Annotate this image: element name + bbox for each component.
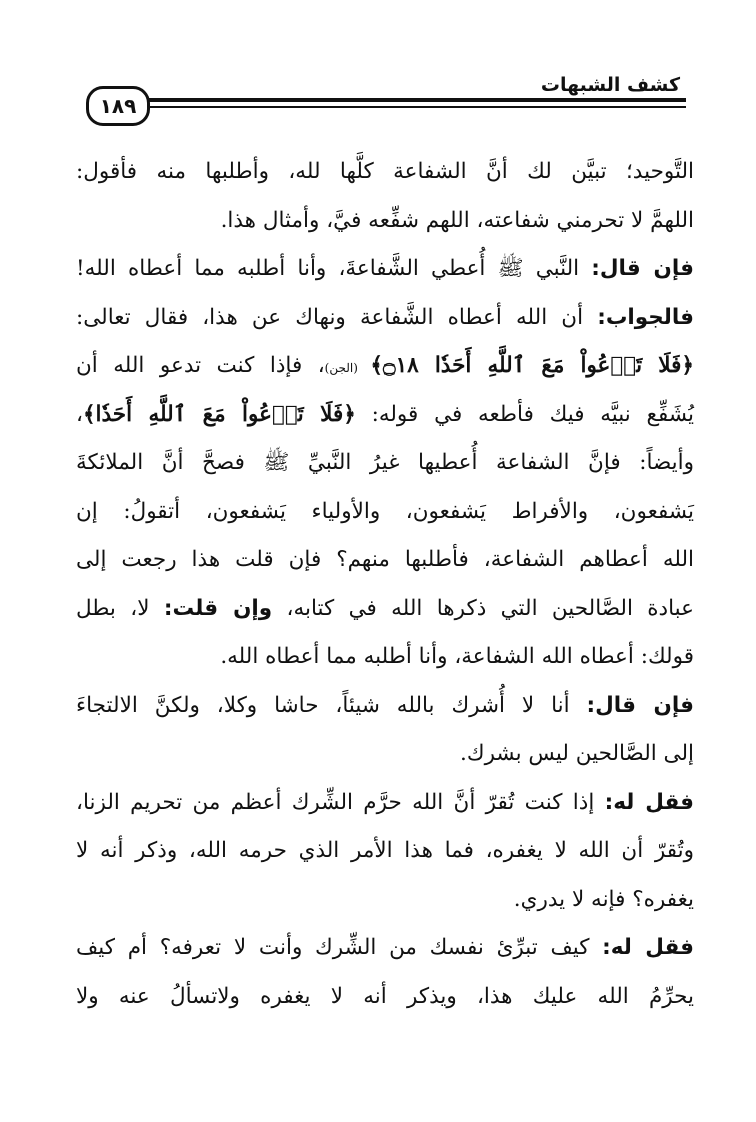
text-line: التَّوحيد؛ تبيَّن لك أنَّ الشفاعة كلَّها لله، وأطلبها منه فأقول: — [76, 159, 694, 184]
line-text: النَّبي ﷺ أُعطي الشَّفاعةَ، وأنا أطلبه مما أعطاه الله! — [76, 256, 592, 281]
line-text: إذا كنت تُقرّ أنَّ الله حرَّم الشِّرك أعظم من تحريم الزنا، — [76, 789, 605, 815]
text-line: وتُقرّ أن الله لا يغفره، فما هذا الأمر الذي حرمه الله، وذكر أنه لا — [76, 838, 694, 863]
keyword-say-to-him: فقل له: — [604, 789, 694, 815]
text-line — [76, 342, 694, 391]
text-line — [76, 924, 694, 973]
page-number: ١٨٩ — [86, 86, 150, 126]
header-rule-thin — [142, 106, 686, 108]
keyword-answer: فالجواب: — [597, 304, 694, 330]
line-text: أنا لا أُشرك بالله شيئاً، حاشا وكلا، ولكنَّ الالتجاءَ — [76, 692, 587, 718]
line-text: لا، بطل — [76, 595, 164, 621]
text-line: إلى الصَّالحين ليس بشرك. — [460, 741, 694, 766]
keyword-if-you-say: وإن قلت: — [163, 595, 273, 621]
quran-verse: ﴿فَلَا تَدۡعُواْ مَعَ ٱللَّهِ أَحَدٗا ۝١٨﴾ — [370, 353, 694, 378]
text-line — [76, 682, 694, 731]
keyword-say-to-him: فقل له: — [602, 935, 695, 960]
running-title: كشف الشبهات — [535, 74, 686, 96]
page-header — [86, 74, 686, 138]
surah-reference: (الجن) — [324, 361, 371, 375]
text-line: يَشفعون، والأفراط يَشفعون، والأولياء يَشفعون، أتقولُ: إن — [76, 498, 694, 524]
text-line — [76, 391, 694, 440]
header-rule — [142, 98, 686, 102]
text-line: يغفره؟ فإنه لا يدري. — [513, 886, 694, 912]
quran-verse: ﴿فَلَا تَدۡعُواْ مَعَ ٱللَّهِ أَحَدٗا﴾ — [82, 401, 356, 427]
keyword-objection: فإن قال: — [586, 692, 694, 718]
line-text: كيف تبرِّئ نفسك من الشِّرك وأنت لا تعرفه؟ أم كيف — [76, 935, 603, 960]
text-line — [76, 245, 694, 294]
text-line: قولك: أعطاه الله الشفاعة، وأنا أطلبه مما أعطاه الله. — [220, 644, 694, 669]
text-line: يحرِّمُ الله عليك هذا، ويذكر أنه لا يغفره ولاتسألُ عنه ولا — [76, 983, 694, 1009]
line-text: ، — [76, 401, 83, 427]
text-line — [76, 585, 694, 634]
text-line — [76, 294, 694, 343]
text-line — [76, 779, 694, 828]
text-line: الله أعطاهم الشفاعة، فأطلبها منهم؟ فإن قلت هذا رجعت إلى — [76, 547, 694, 572]
line-text: عبادة الصَّالحين التي ذكرها الله في كتابه، — [272, 595, 694, 621]
line-text: يُشَفِّع نبيَّه فيك فأطعه في قوله: — [355, 401, 694, 427]
keyword-objection: فإن قال: — [591, 256, 694, 281]
body-text — [76, 148, 694, 1021]
line-text: ، فإذا كنت تدعو الله أن — [76, 353, 325, 378]
line-text: أن الله أعطاه الشَّفاعة ونهاك عن هذا، فقال تعالى: — [76, 304, 598, 330]
text-line: وأيضاً: فإنَّ الشفاعة أُعطيها غيرُ النَّبيِّ ﷺ فصحَّ أنَّ الملائكةَ — [76, 450, 694, 475]
text-line: اللهمَّ لا تحرمني شفاعته، اللهم شفِّعه فيَّ، وأمثال هذا. — [220, 207, 694, 233]
